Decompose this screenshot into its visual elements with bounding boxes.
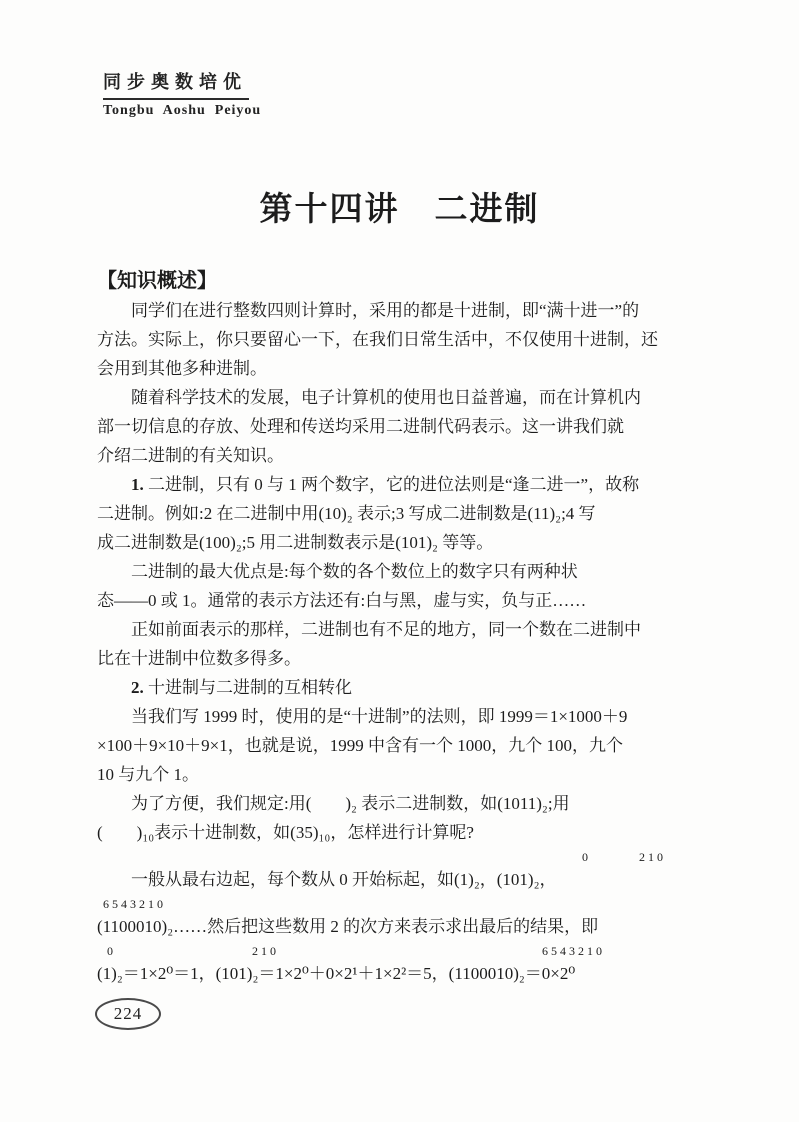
body-line: ×100＋9×10＋9×1，也就是说，1999 中含有一个 1000，九个 100，九个 [97, 736, 624, 755]
digit-position-label: 0 [107, 944, 116, 958]
body-line: (1100010)₂……然后把这些数用 2 的次方来表示求出最后的结果，即 [97, 917, 599, 936]
body-line: 比在十进制中位数多得多。 [97, 649, 301, 668]
body-text [97, 296, 722, 988]
body-line: 正如前面表示的那样，二进制也有不足的地方，同一个数在二进制中 [131, 620, 641, 639]
body-line [97, 673, 722, 702]
digit-position-label: 210 [252, 944, 279, 958]
body-line: 方法。实际上，你只要留心一下，在我们日常生活中，不仅使用十进制，还 [97, 330, 658, 349]
digit-position-label: 0 [582, 850, 591, 864]
body-line: 为了方便，我们规定:用( )₂ 表示二进制数，如(1011)₂;用 [131, 794, 570, 813]
body-line: 10 与九个 1。 [97, 765, 199, 784]
body-line-text: 二进制，只有 0 与 1 两个数字，它的进位法则是“逢二进一”，故称 [143, 475, 640, 494]
brand-title-chinese: 同步奥数培优 [103, 72, 247, 92]
body-line: 二进制的最大优点是:每个数的各个数位上的数字只有两种状 [131, 562, 578, 581]
digit-position-label: 6543210 [542, 944, 605, 958]
body-line: 部一切信息的存放、处理和传送均采用二进制代码表示。这一讲我们就 [97, 417, 624, 436]
brand-underline [103, 98, 249, 100]
header-brand [103, 68, 261, 119]
body-line: 一般从最右边起，每个数从 0 开始标起，如(1)₂，(101)₂， [131, 870, 557, 889]
digit-position-annotation-row [97, 943, 722, 959]
digit-position-annotation-row [97, 849, 722, 865]
section-heading: 【知识概述】 [97, 270, 217, 292]
body-line: ( )₁₀表示十进制数，如(35)₁₀，怎样进行计算呢? [97, 823, 474, 842]
body-line: 当我们写 1999 时，使用的是“十进制”的法则，即 1999＝1×1000＋9 [131, 707, 628, 726]
page-number-badge: 224 [95, 998, 161, 1030]
brand-title-pinyin: Tongbu Aoshu Peiyou [103, 103, 262, 118]
chapter-title: 第十四讲 二进制 [259, 192, 540, 228]
body-line: 成二进制数是(100)₂;5 用二进制数表示是(101)₂ 等等。 [97, 533, 494, 552]
body-line: 随着科学技术的发展，电子计算机的使用也日益普遍，而在计算机内 [131, 388, 641, 407]
digit-position-label: 6543210 [103, 897, 166, 911]
body-line: 介绍二进制的有关知识。 [97, 446, 284, 465]
body-line-text: 十进制与二进制的互相转化 [143, 678, 352, 697]
body-line: 会用到其他多种进制。 [97, 359, 267, 378]
body-line: 同学们在进行整数四则计算时，采用的都是十进制，即“满十进一”的 [131, 301, 640, 320]
body-line: (1)₂＝1×2⁰＝1，(101)₂＝1×2⁰＋0×2¹＋1×2²＝5，(1100010)₂＝0×2⁰ [97, 964, 576, 983]
body-line: 态——0 或 1。通常的表示方法还有:白与黑，虚与实，负与正…… [97, 591, 587, 610]
list-number: 1. [131, 475, 144, 494]
digit-position-label: 210 [639, 850, 666, 864]
body-line [97, 470, 722, 499]
digit-position-annotation-row [97, 896, 722, 912]
body-line: 二进制。例如:2 在二进制中用(10)₂ 表示;3 写成二进制数是(11)₂;4 写 [97, 504, 596, 523]
list-number: 2. [131, 678, 144, 697]
